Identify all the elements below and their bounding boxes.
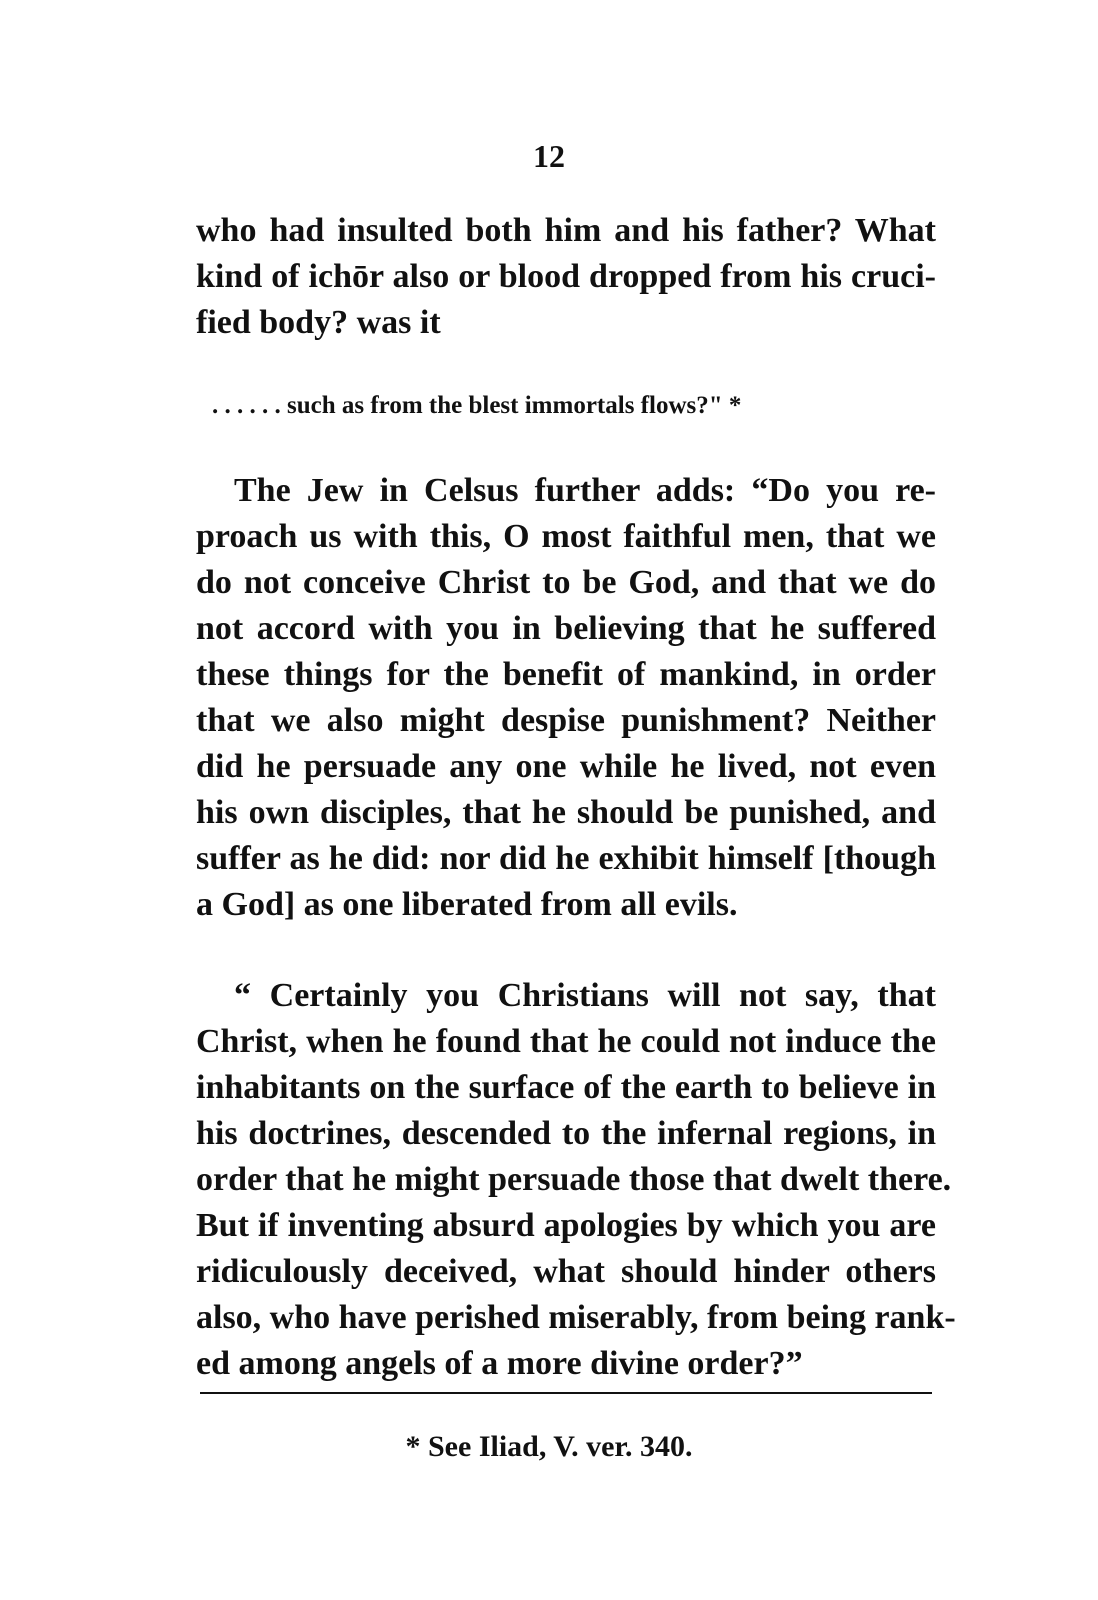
paragraph-3: [196, 973, 956, 1387]
text-line: his doctrines, descended to the infernal regions, in: [196, 1115, 936, 1152]
text-line: these things for the benefit of mankind, in order: [196, 656, 936, 693]
text-line: also, who have perished miserably, from being rank-: [196, 1299, 956, 1336]
text-line: that we also might despise punishment? Neither: [196, 702, 936, 739]
footnote: * See Iliad, V. ver. 340.: [405, 1430, 693, 1463]
text-line: Christ, when he found that he could not induce the: [196, 1023, 936, 1060]
text-line: The Jew in Celsus further adds: “Do you re-: [234, 472, 936, 509]
text-line: who had insulted both him and his father? What: [196, 212, 936, 249]
text-line: suffer as he did: nor did he exhibit himself [though: [196, 840, 936, 877]
text-line: a God] as one liberated from all evils.: [196, 886, 738, 923]
text-line: not accord with you in believing that he suffered: [196, 610, 936, 647]
text-line: order that he might persuade those that dwelt there.: [196, 1161, 952, 1198]
text-line: “ Certainly you Christians will not say, that: [234, 977, 936, 1014]
text-line: inhabitants on the surface of the earth to believe in: [196, 1069, 936, 1106]
text-line: did he persuade any one while he lived, not even: [196, 748, 936, 785]
text-line: But if inventing absurd apologies by which you are: [196, 1207, 936, 1244]
text-line: proach us with this, O most faithful men, that we: [196, 518, 936, 555]
text-line: kind of ichōr also or blood dropped from his cruci-: [196, 258, 936, 295]
page-number: 12: [533, 138, 565, 174]
text-line: do not conceive Christ to be God, and that we do: [196, 564, 936, 601]
paragraph-2: [196, 468, 936, 928]
text-line: fied body? was it: [196, 304, 441, 341]
footnote-divider: [200, 1392, 932, 1394]
paragraph-1: [196, 208, 936, 346]
text-line: ed among angels of a more divine order?”: [196, 1345, 803, 1382]
text-line: ridiculously deceived, what should hinder others: [196, 1253, 936, 1290]
verse-quotation: . . . . . . such as from the blest immortals flows?" *: [212, 392, 742, 419]
text-line: his own disciples, that he should be punished, and: [196, 794, 936, 831]
